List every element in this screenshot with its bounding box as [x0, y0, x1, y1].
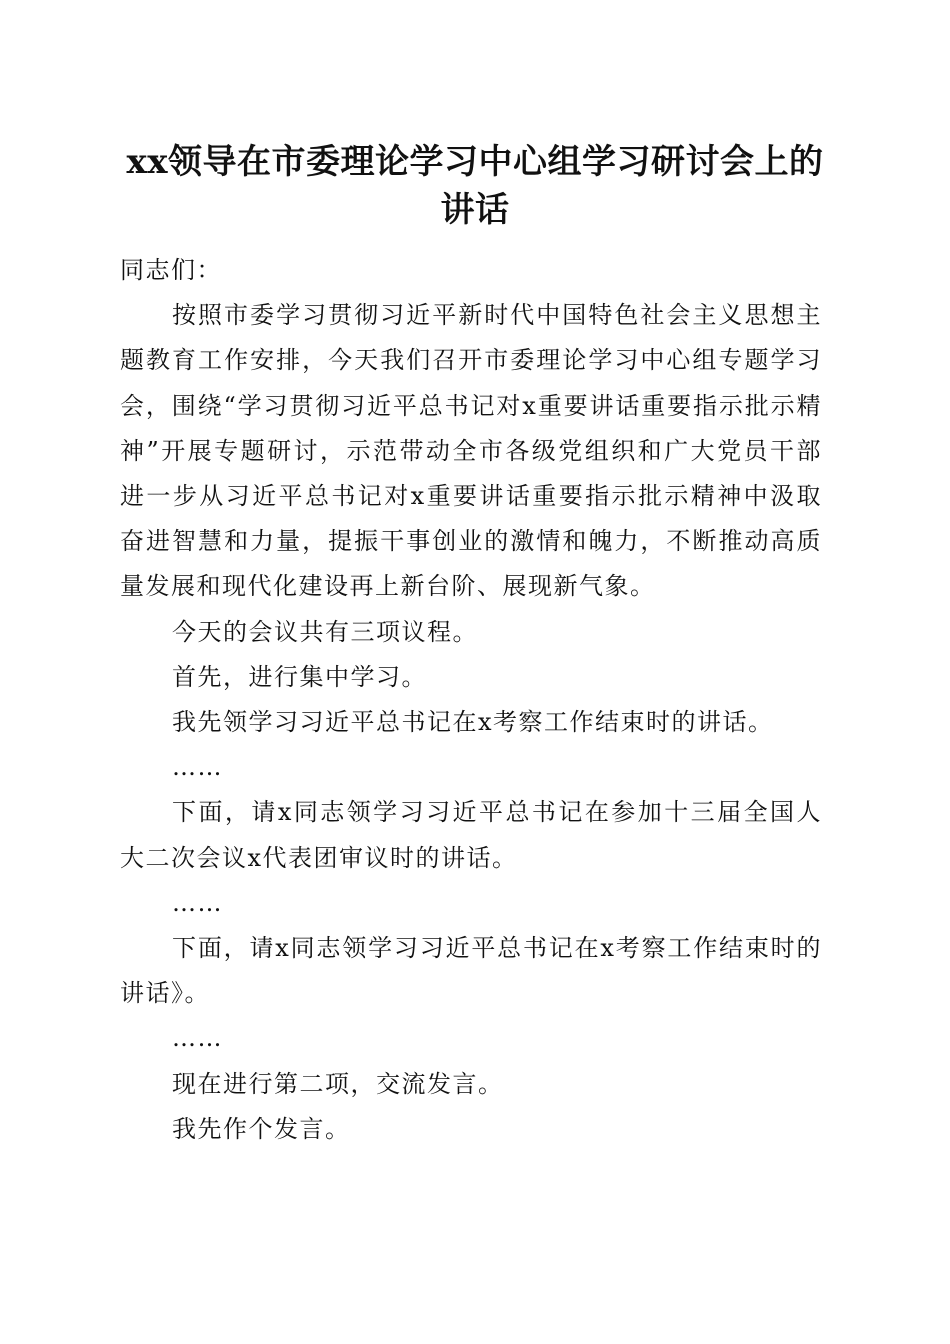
paragraph-agenda: 今天的会议共有三项议程。: [172, 617, 478, 646]
paragraph-intro: 按照市委学习贯彻习近平新时代中国特色社会主义思想主题教育工作安排，今天我们召开市委理论学习中心组专题学习会，围绕“学习贯彻习近平总书记对x重要讲话重要指示批示精神”开展专题研讨，示范带动全市各级党组织和广大党员干部进一步从习近平总书记对x重要讲话重要指示批示精神中汲取奋进智慧和力量，提振干事创业的激情和魄力，不断推动高质量发展和现代化建设再上新台阶、展现新气象。: [120, 301, 822, 601]
document-title: xx领导在市委理论学习中心组学习研讨会上的讲话: [126, 142, 824, 230]
salutation: 同志们：: [120, 256, 222, 284]
document-body: [120, 248, 822, 1152]
paragraph-first-item: 首先，进行集中学习。: [172, 662, 427, 691]
paragraph-second-item: 现在进行第二项，交流发言。: [172, 1069, 504, 1098]
paragraph-my-speech: 我先作个发言。: [172, 1114, 351, 1143]
ellipsis: ……: [172, 888, 223, 917]
paragraph-lead-study: 我先领学习习近平总书记在x考察工作结束时的讲话。: [172, 708, 774, 737]
ellipsis: ……: [172, 753, 223, 782]
ellipsis: ……: [172, 1024, 223, 1053]
paragraph-next-study-1: 下面，请x同志领学习习近平总书记在参加十三届全国人大二次会议x代表团审议时的讲话。: [120, 798, 822, 872]
paragraph-next-study-2: 下面，请x同志领学习习近平总书记在x考察工作结束时的讲话》。: [120, 934, 822, 1008]
